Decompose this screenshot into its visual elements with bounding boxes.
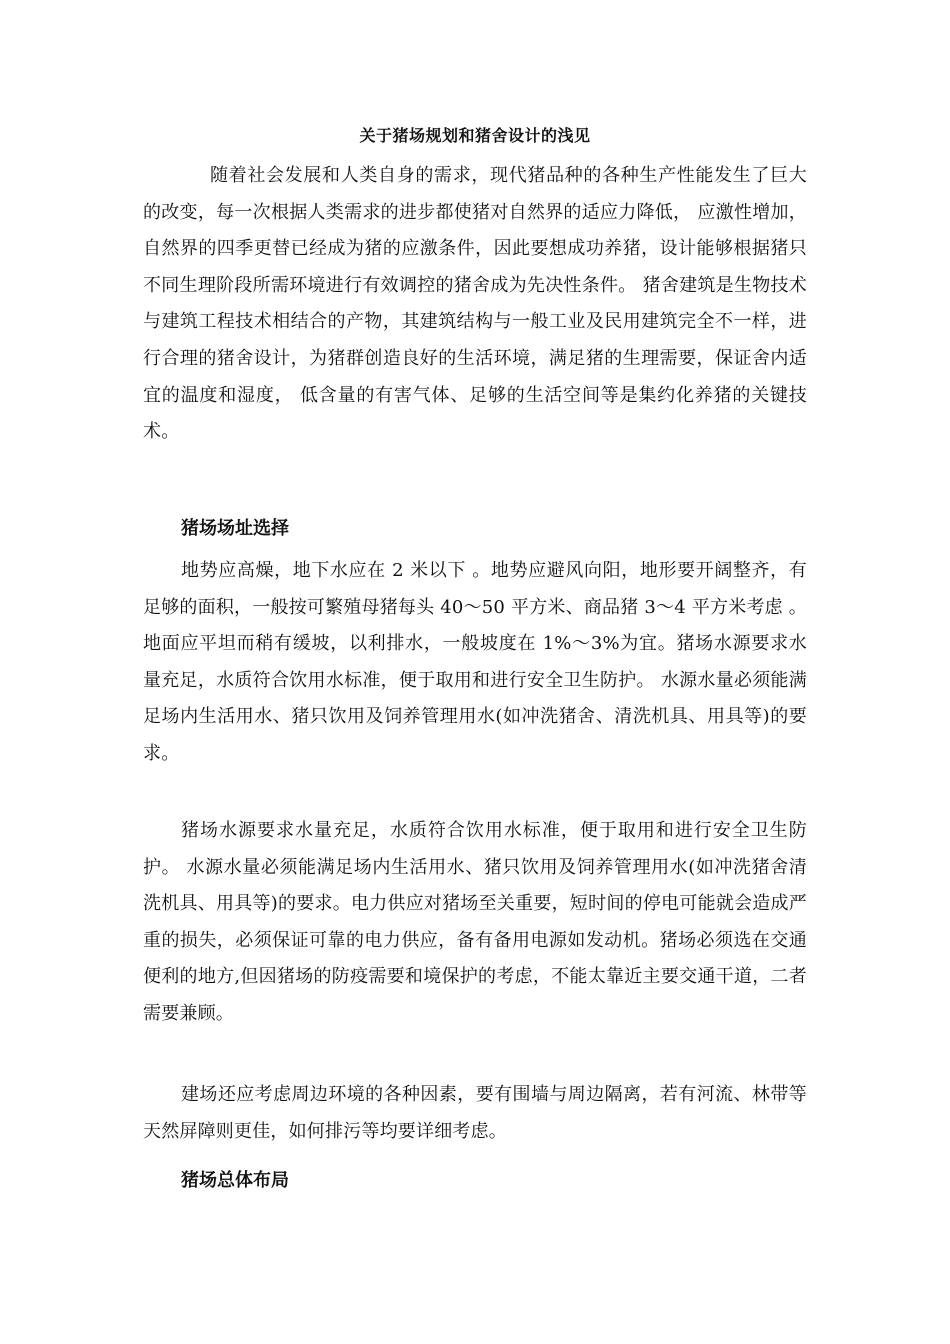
paragraph-intro: 随着社会发展和人类自身的需求，现代猪品种的各种生产性能发生了巨大的改变，每一次根据人类需求的进步都使猪对自然界的适应力降低， 应激性增加，自然界的四季更替已经成为猪的应激条件，因此要想成功养猪，设计能够根据猪只不同生理阶段所需环境进行有效调控的猪舍成为先决性条件。 猪舍建筑是生物技术与建筑工程技术相结合的产物，其建筑结构与一般工业及民用建筑完全不一样，进行合理的猪舍设计，为猪群创造良好的生活环境，满足猪的生理需要，保证舍内适宜的温度和湿度， 低含量的有害气体、足够的生活空间等是集约化养猪的关键技术。 <box>143 165 807 443</box>
section-heading-overall-layout: 猪场总体布局 <box>181 1170 289 1191</box>
document-title: 关于猪场规划和猪舍设计的浅见 <box>359 126 591 145</box>
paragraph-water-power: 猪场水源要求水量充足，水质符合饮用水标准，便于取用和进行安全卫生防护。 水源水量必须能满足场内生活用水、猪只饮用及饲养管理用水(如冲洗猪舍清洗机具、用具等)的要求。电力供应对猪场至关重要，短时间的停电可能就会造成严重的损失，必须保证可靠的电力供应，备有备用电源如发动机。猪场必须选在交通便利的地方,但因猪场的防疫需要和境保护的考虑，不能太靠近主要交通干道，二者需要兼顾。 <box>143 820 807 1024</box>
paragraph-environment: 建场还应考虑周边环境的各种因素，要有围墙与周边隔离，若有河流、林带等天然屏障则更佳，如何排污等均要详细考虑。 <box>143 1084 807 1142</box>
section-heading-site-selection: 猪场场址选择 <box>181 518 289 539</box>
paragraph-terrain: 地势应高燥，地下水应在 2 米以下 。地势应避风向阳，地形要开阔整齐，有足够的面积，一般按可繁殖母猪每头 40～50 平方米、商品猪 3～4 平方米考虑 。地面应平坦而稍有缓坡，以利排水，一般坡度在 1%～3%为宜。猪场水源要求水量充足，水质符合饮用水标准，便于取用和进行安全卫生防护。 水源水量必须能满足场内生活用水、猪只饮用及饲养管理用水(如冲洗猪舍、清洗机具、用具等)的要求。 <box>143 560 807 764</box>
